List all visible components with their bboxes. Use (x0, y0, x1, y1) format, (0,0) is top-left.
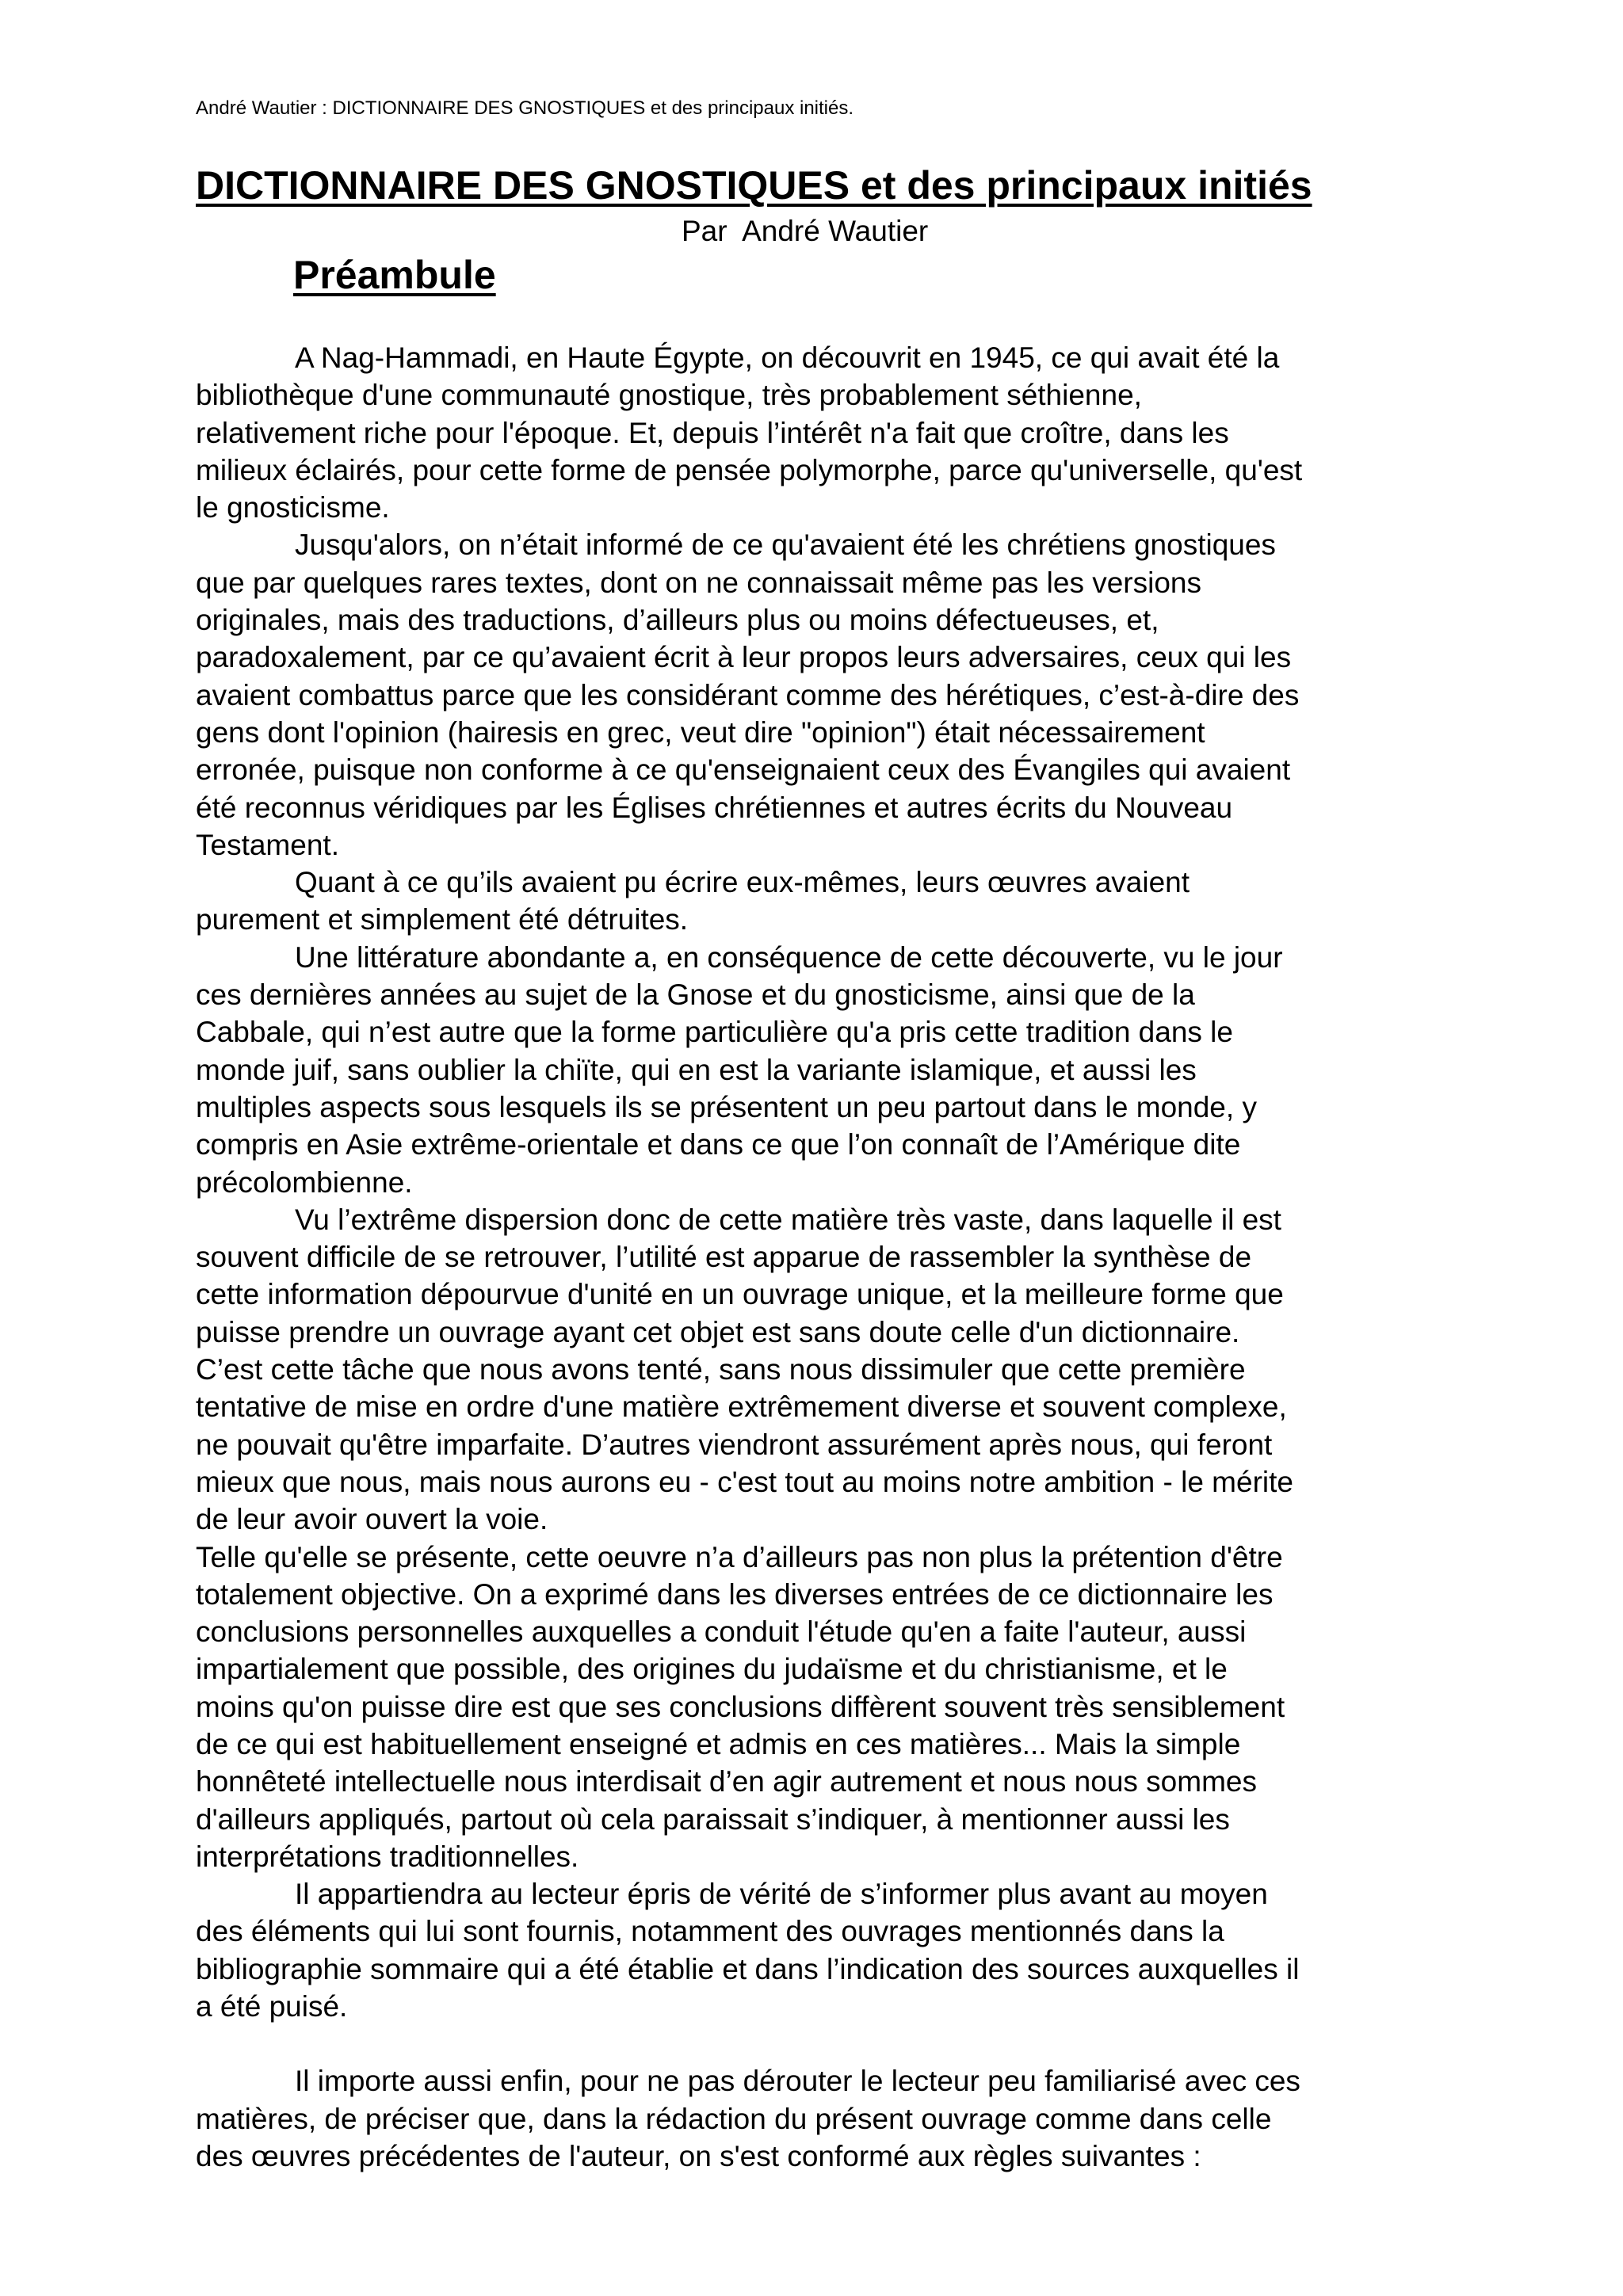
body-text (196, 339, 1456, 2175)
author-line: Par André Wautier (682, 215, 929, 247)
paragraph: Jusqu'alors, on n’était informé de ce qu'avaient été les chrétiens gnostiques que par quelques rares textes, dont on ne connaissait même pas les versions originales, mais des traductions, d’ailleurs plus ou moins défectueuses, et, paradoxalement, par ce qu’avaient écrit à leur propos leurs adversaires, ceux qui les avaient combattus parce que les considérant comme des hérétiques, c’est-à-dire des gens dont l'opinion (hairesis en grec, veut dire "opinion") était nécessairement erronée, puisque non conforme à ce qu'enseignaient ceux des Évangiles qui avaient été reconnus véridiques par les Églises chrétiennes et autres écrits du Nouveau Testament. (196, 528, 1300, 861)
document-title: DICTIONNAIRE DES GNOSTIQUES et des principaux initiés (196, 163, 1312, 208)
paragraph: Telle qu'elle se présente, cette oeuvre n’a d’ailleurs pas non plus la prétention d'être totalement objective. On a exprimé dans les diverses entrées de ce dictionnaire les conclusions personnelles auxquelles a conduit l'étude qu'en a faite l'auteur, aussi impartialement que possible, des origines du judaïsme et du christianisme, et le moins qu'on puisse dire est que ses conclusions diffèrent souvent très sensiblement de ce qui est habituellement enseigné et admis en ces matières... Mais la simple honnêteté intellectuelle nous interdisait d’en agir autrement et nous nous sommes d'ailleurs appliqués, partout où cela paraissait s’indiquer, à mentionner aussi les interprétations traditionnelles. (196, 1540, 1285, 1873)
paragraph: A Nag-Hammadi, en Haute Égypte, on découvrit en 1945, ce qui avait été la bibliothèque d'une communauté gnostique, très probablement séthienne, relativement riche pour l'époque. Et, depuis l’intérêt n'a fait que croître, dans les milieux éclairés, pour cette forme de pensée polymorphe, parce qu'universelle, qu'est le gnosticisme. (196, 341, 1303, 524)
paragraph: Il appartiendra au lecteur épris de vérité de s’informer plus avant au moyen des éléments qui lui sont fournis, notamment des ouvrages mentionnés dans la bibliographie sommaire qui a été établie et dans l’indication des sources auxquelles il a été puisé. (196, 1878, 1300, 2023)
running-header: André Wautier : DICTIONNAIRE DES GNOSTIQUES et des principaux initiés. (196, 97, 854, 119)
paragraph: Quant à ce qu’ils avaient pu écrire eux-mêmes, leurs œuvres avaient purement et simplement été détruites. (196, 866, 1190, 936)
paragraph: Une littérature abondante a, en conséquence de cette découverte, vu le jour ces dernières années au sujet de la Gnose et du gnosticisme, ainsi que de la Cabbale, qui n’est autre que la forme particulière qu'a pris cette tradition dans le monde juif, sans oublier la chiïte, qui en est la variante islamique, et aussi les multiples aspects sous lesquels ils se présentent un peu partout dans le monde, y compris en Asie extrême-orientale et dans ce que l’on connaît de l’Amérique dite précolombienne. (196, 940, 1283, 1199)
paragraph: Vu l’extrême dispersion donc de cette matière très vaste, dans laquelle il est souvent difficile de se retrouver, l’utilité est apparue de rassembler la synthèse de cette information dépourvue d'unité en un ouvrage unique, et la meilleure forme que puisse prendre un ouvrage ayant cet objet est sans doute celle d'un dictionnaire. C’est cette tâche que nous avons tenté, sans nous dissimuler que cette première tentative de mise en ordre d'une matière extrêmement diverse et souvent complexe, ne pouvait qu'être imparfaite. D’autres viendront assurément après nous, qui feront mieux que nous, mais nous aurons eu - c'est tout au moins notre ambition - le mérite de leur avoir ouvert la voie. (196, 1203, 1293, 1536)
paragraph: Il importe aussi enfin, pour ne pas dérouter le lecteur peu familiarisé avec ces matières, de préciser que, dans la rédaction du présent ouvrage comme dans celle des œuvres précédentes de l'auteur, on s'est conformé aux règles suivantes : (196, 2065, 1300, 2172)
section-title: Préambule (293, 253, 496, 297)
